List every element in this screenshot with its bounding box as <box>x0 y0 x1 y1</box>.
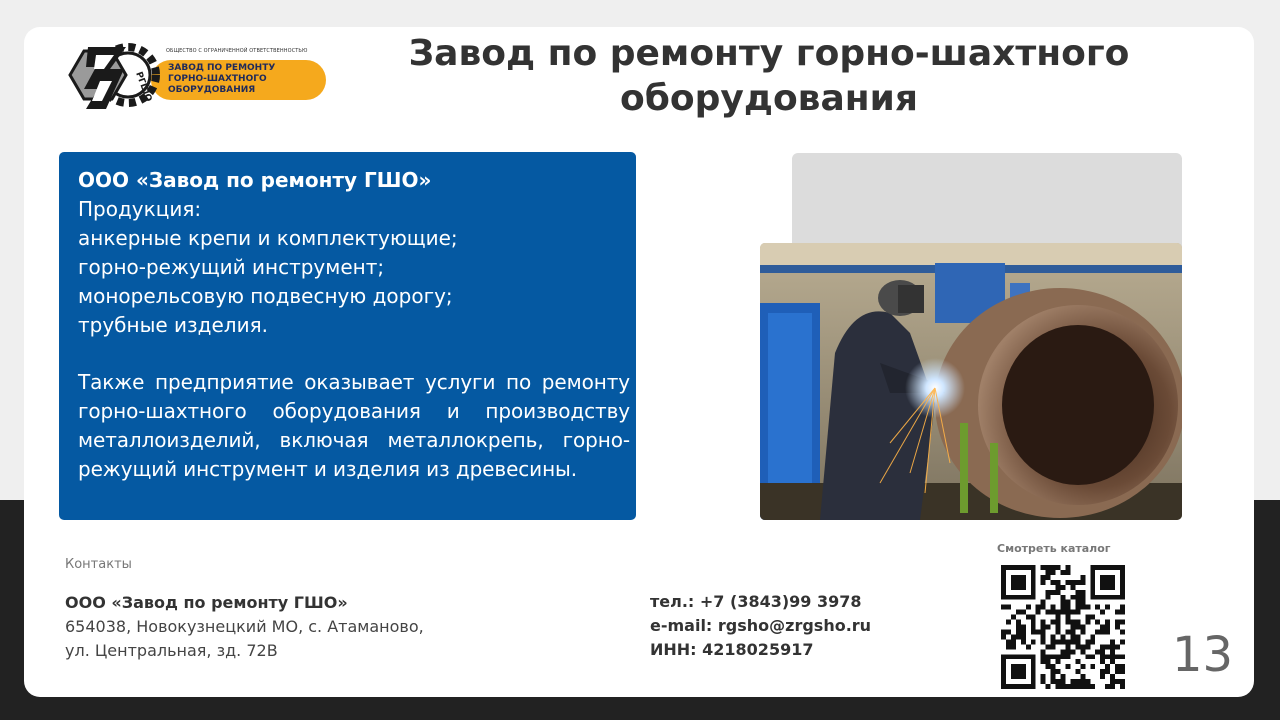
product-item: горно-режущий инструмент; <box>78 255 385 279</box>
logo-line-1: ЗАВОД ПО РЕМОНТУ <box>168 63 276 73</box>
slide-card <box>24 27 1254 697</box>
products-heading: Продукция: <box>78 197 202 221</box>
company-logo <box>66 33 308 117</box>
email-link[interactable]: e-mail: rgsho@zrgsho.ru <box>650 616 872 635</box>
inn: ИНН: 4218025917 <box>650 640 814 659</box>
address-line-1: 654038, Новокузнецкий МО, с. Атаманово, <box>65 617 424 636</box>
catalog-label: Смотреть каталог <box>997 542 1111 555</box>
company-info-box <box>59 152 636 520</box>
page-number: 13 <box>1172 627 1234 683</box>
address-line-2: ул. Центральная, зд. 72В <box>65 641 278 660</box>
product-item: монорельсовую подвесную дорогу; <box>78 284 453 308</box>
page-title <box>364 31 1174 121</box>
logo-line-2: ГОРНО-ШАХТНОГО <box>168 74 267 84</box>
title-line-1: Завод по ремонту горно-шахтного <box>408 33 1130 74</box>
svg-text:РГШО: РГШО <box>133 70 154 104</box>
logo-emblem-icon <box>66 33 166 117</box>
logo-small-text: ОБЩЕСТВО С ОГРАНИЧЕННОЙ ОТВЕТСТВЕННОСТЬЮ <box>166 48 308 54</box>
company-name: ООО «Завод по ремонту ГШО» <box>78 168 432 192</box>
title-line-2: оборудования <box>620 78 918 119</box>
contact-details <box>650 590 871 662</box>
contacts-label: Контакты <box>65 557 132 572</box>
product-item: трубные изделия. <box>78 313 268 337</box>
phone[interactable]: тел.: +7 (3843)99 3978 <box>650 592 862 611</box>
logo-line-3: ОБОРУДОВАНИЯ <box>168 85 256 95</box>
catalog-qr-code[interactable] <box>1001 565 1125 689</box>
contact-company: ООО «Завод по ремонту ГШО» <box>65 593 348 612</box>
contact-address <box>65 591 424 663</box>
welding-photo <box>760 243 1182 520</box>
product-item: анкерные крепи и комплектующие; <box>78 226 458 250</box>
services-paragraph: Также предприятие оказывает услуги по ремонту горно-шахтного оборудования и производству металлоизделий, включая металлокрепь, горно-режущий инструмент и изделия из древесины. <box>78 370 630 481</box>
